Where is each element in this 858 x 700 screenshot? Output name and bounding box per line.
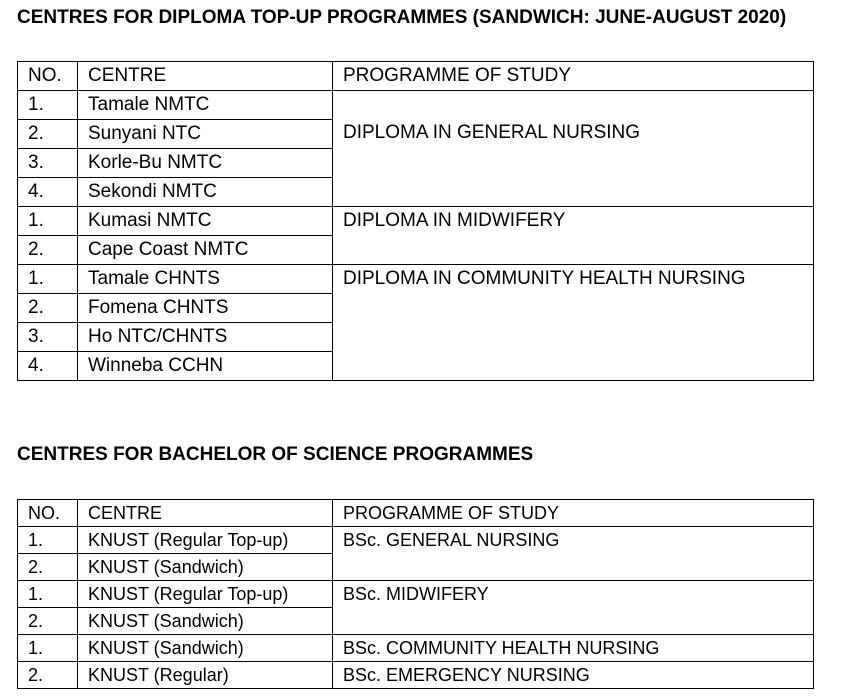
centre-name: KNUST (Sandwich) <box>78 635 333 662</box>
programme-name: BSc. COMMUNITY HEALTH NURSING <box>343 638 660 658</box>
header-centre: CENTRE <box>78 62 333 91</box>
programme-name: BSc. MIDWIFERY <box>343 584 489 604</box>
row-number: 2. <box>18 294 78 323</box>
programme-cell <box>333 581 814 635</box>
header-centre: CENTRE <box>78 500 333 527</box>
row-number: 1. <box>18 265 78 294</box>
centre-name: Ho NTC/CHNTS <box>78 323 333 352</box>
programme-name: BSc. GENERAL NURSING <box>343 530 560 550</box>
header-no: NO. <box>18 62 78 91</box>
bsc-section-heading: CENTRES FOR BACHELOR OF SCIENCE PROGRAMMES <box>17 444 534 465</box>
centre-name: Sunyani NTC <box>78 120 333 149</box>
bsc-centres-table <box>17 499 814 689</box>
table-row <box>18 91 814 120</box>
centre-name: KNUST (Regular) <box>78 662 333 689</box>
row-number: 3. <box>18 149 78 178</box>
programme-cell <box>333 207 814 265</box>
programme-cell <box>333 91 814 207</box>
table-header-row <box>18 500 814 527</box>
row-number: 1. <box>18 635 78 662</box>
row-number: 2. <box>18 662 78 689</box>
row-number: 2. <box>18 120 78 149</box>
centre-name: Fomena CHNTS <box>78 294 333 323</box>
row-number: 2. <box>18 608 78 635</box>
row-number: 1. <box>18 581 78 608</box>
programme-cell <box>333 265 814 381</box>
row-number: 1. <box>18 207 78 236</box>
row-number: 4. <box>18 178 78 207</box>
table-row <box>18 581 814 608</box>
centre-name: Kumasi NMTC <box>78 207 333 236</box>
programme-name: DIPLOMA IN GENERAL NURSING <box>343 122 641 143</box>
centre-name: KNUST (Sandwich) <box>78 554 333 581</box>
table-row <box>18 527 814 554</box>
table-row <box>18 662 814 689</box>
centre-name: KNUST (Sandwich) <box>78 608 333 635</box>
row-number: 1. <box>18 527 78 554</box>
table-row <box>18 207 814 236</box>
table-header-row <box>18 62 814 91</box>
table-row <box>18 265 814 294</box>
programme-name: DIPLOMA IN COMMUNITY HEALTH NURSING <box>343 268 746 289</box>
centre-name: KNUST (Regular Top-up) <box>78 581 333 608</box>
row-number: 1. <box>18 91 78 120</box>
row-number: 2. <box>18 554 78 581</box>
centre-name: Sekondi NMTC <box>78 178 333 207</box>
row-number: 2. <box>18 236 78 265</box>
header-no: NO. <box>18 500 78 527</box>
programme-cell <box>333 527 814 581</box>
diploma-centres-table <box>17 61 814 381</box>
programme-cell <box>333 662 814 689</box>
centre-name: Korle-Bu NMTC <box>78 149 333 178</box>
programme-name: DIPLOMA IN MIDWIFERY <box>343 210 566 231</box>
centre-name: Tamale NMTC <box>78 91 333 120</box>
header-programme: PROGRAMME OF STUDY <box>333 62 814 91</box>
header-programme: PROGRAMME OF STUDY <box>333 500 814 527</box>
programme-cell <box>333 635 814 662</box>
table-row <box>18 635 814 662</box>
programme-name: BSc. EMERGENCY NURSING <box>343 665 590 685</box>
centre-name: Tamale CHNTS <box>78 265 333 294</box>
centre-name: KNUST (Regular Top-up) <box>78 527 333 554</box>
centre-name: Winneba CCHN <box>78 352 333 381</box>
centre-name: Cape Coast NMTC <box>78 236 333 265</box>
row-number: 3. <box>18 323 78 352</box>
row-number: 4. <box>18 352 78 381</box>
diploma-section-heading: CENTRES FOR DIPLOMA TOP-UP PROGRAMMES (SANDWICH: JUNE-AUGUST 2020) <box>17 7 787 28</box>
